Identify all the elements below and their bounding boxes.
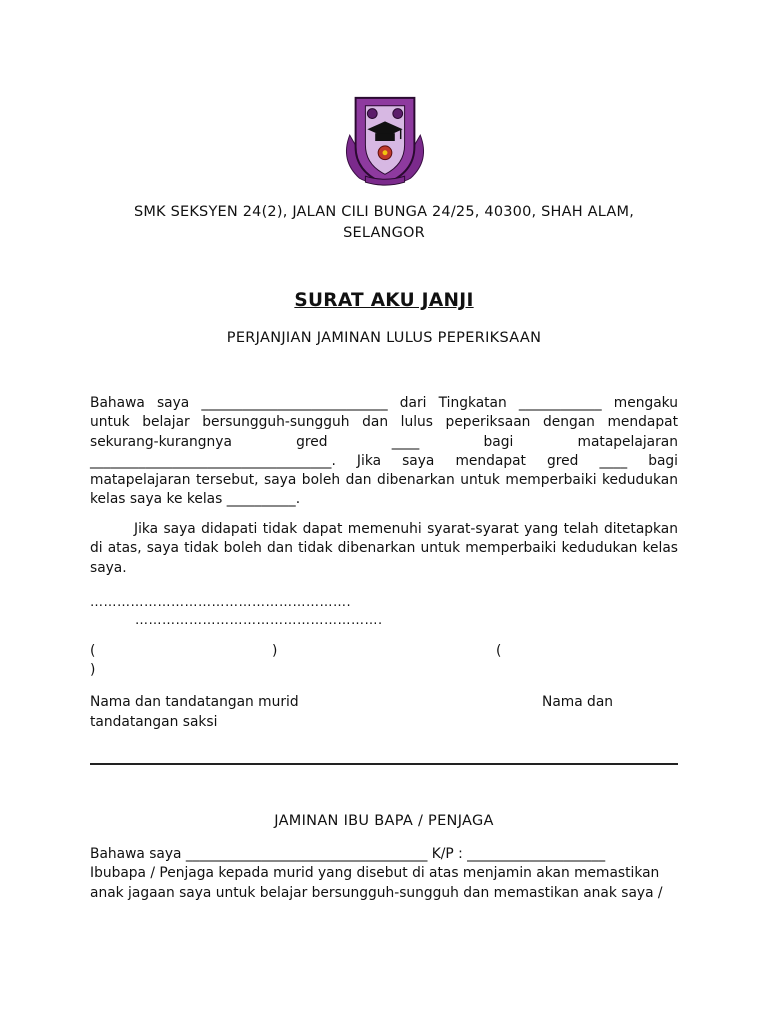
- pledge-line: sekurang-kurangnya gred ____ bagi matapelajaran: [90, 433, 678, 450]
- school-address-line1: SMK SEKSYEN 24(2), JALAN CILI BUNGA 24/25, 40300, SHAH ALAM,: [133, 204, 635, 220]
- school-address: [90, 202, 678, 244]
- document-title: SURAT AKU JANJI: [294, 290, 474, 311]
- guardian-paragraph: [90, 845, 678, 903]
- witness-name-paren-close: ): [90, 662, 96, 678]
- condition-paragraph: Jika saya didapati tidak dapat memenuhi syarat-syarat yang telah ditetapkan di atas, saya tidak boleh dan tidak dibenarkan untuk memperbaiki kedudukan kelas saya.: [90, 521, 678, 576]
- witness-signature-label-part2: tandatangan saksi: [90, 714, 218, 730]
- section-divider: [90, 763, 678, 765]
- pledge-line: ___________________________________. Jika saya mendapat gred ____ bagi: [90, 452, 678, 469]
- guardian-line: anak jagaan saya untuk belajar bersungguh-sungguh dan memastikan anak saya /: [90, 884, 663, 901]
- student-name-paren-open: (: [90, 643, 96, 659]
- document-subtitle: PERJANJIAN JAMINAN LULUS PEPERIKSAAN: [226, 330, 542, 346]
- witness-signature-line: ……………………………………………….: [135, 613, 383, 628]
- guardian-line: Bahawa saya ___________________________________ K/P : ____________________: [90, 846, 606, 862]
- witness-name-paren-open: (: [496, 643, 502, 659]
- guardian-line: Ibubapa / Penjaga kepada murid yang disebut di atas menjamin akan memastikan: [90, 865, 660, 882]
- student-name-paren-close: ): [272, 643, 278, 659]
- guardian-section-title: JAMINAN IBU BAPA / PENJAGA: [274, 813, 494, 829]
- student-signature-line: ………………………………………………….: [90, 595, 352, 610]
- pledge-paragraph: [90, 394, 678, 510]
- pledge-line: kelas saya ke kelas __________.: [90, 491, 301, 508]
- school-address-line2: SELANGOR: [343, 225, 425, 241]
- pledge-line: Bahawa saya ___________________________ dari Tingkatan ____________ mengaku: [90, 395, 678, 411]
- witness-signature-label-part1: Nama dan: [542, 694, 614, 710]
- school-crest-icon: [336, 92, 434, 190]
- pledge-line: untuk belajar bersungguh-sungguh dan lulus peperiksaan dengan mendapat: [90, 414, 678, 431]
- student-signature-label: Nama dan tandatangan murid: [90, 694, 299, 710]
- pledge-line: matapelajaran tersebut, saya boleh dan dibenarkan untuk memperbaiki kedudukan: [90, 472, 678, 489]
